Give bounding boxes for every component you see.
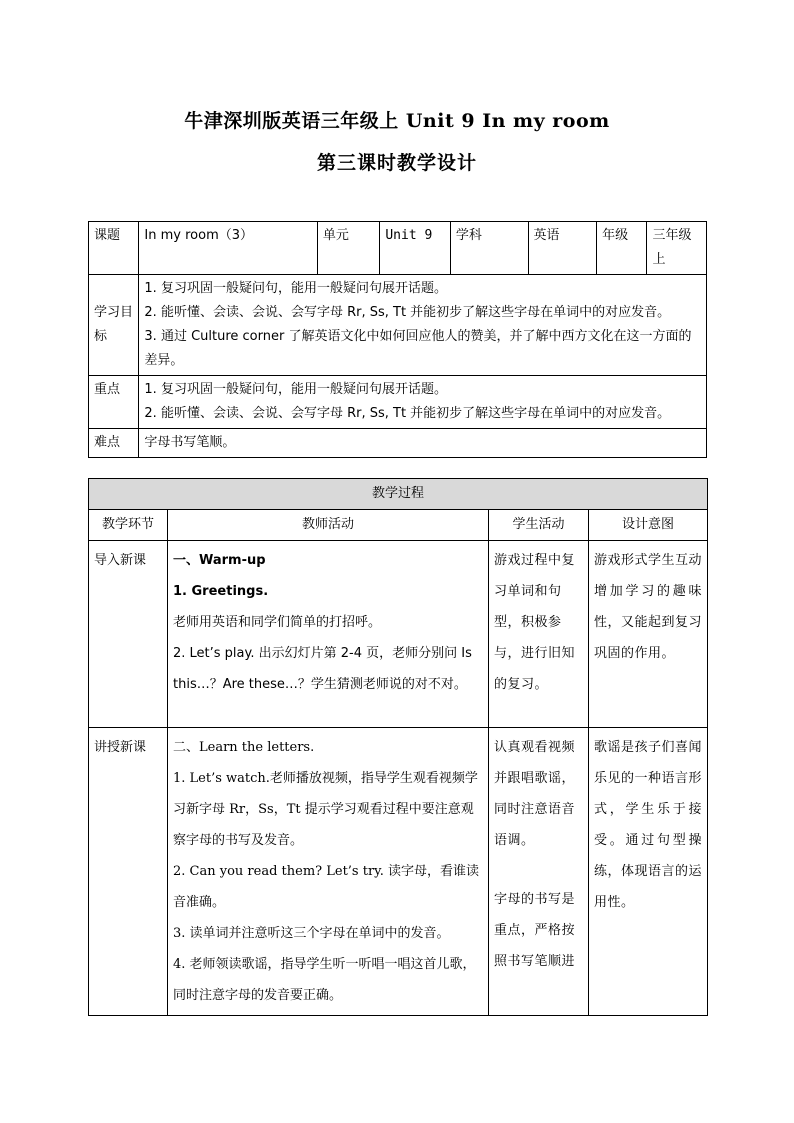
grade-label: 年级 bbox=[597, 222, 647, 275]
key-point-item: 2. 能听懂、会读、会说、会写字母 Rr, Ss, Tt 并能初步了解这些字母在单词中的对应发音。 bbox=[144, 406, 671, 421]
teacher-step: 3. 读单词并注意听这三个字母在单词中的发音。 bbox=[173, 926, 450, 941]
topic-label: 课题 bbox=[89, 222, 139, 275]
teacher-step: 一、Warm-up bbox=[173, 553, 266, 568]
grade-value: 三年级上 bbox=[647, 222, 707, 275]
key-point-item: 1. 复习巩固一般疑问句，能用一般疑问句展开话题。 bbox=[144, 382, 447, 397]
document-title: 牛津深圳版英语三年级上 Unit 9 In my room bbox=[184, 110, 610, 132]
difficulty-label: 难点 bbox=[89, 429, 139, 458]
spacer bbox=[494, 856, 583, 884]
process-row-intro bbox=[89, 541, 708, 728]
info-row-objectives bbox=[89, 275, 707, 376]
process-banner-row bbox=[89, 479, 708, 510]
header-intent: 设计意图 bbox=[589, 510, 708, 541]
teacher-step: 二、Learn the letters. bbox=[173, 740, 315, 755]
student-activity-text: 认真观看视频并跟唱歌谣，同时注意语音语调。 bbox=[494, 740, 576, 848]
process-header-row bbox=[89, 510, 708, 541]
key-label: 重点 bbox=[89, 376, 139, 429]
student-activity-cell bbox=[489, 728, 589, 1016]
teacher-activity-cell bbox=[168, 541, 489, 728]
teacher-step: 2. Can you read them? Let’s try. 读字母，看谁读音准确。 bbox=[173, 864, 480, 910]
teacher-step: 1. Greetings. bbox=[173, 584, 269, 599]
objective-item: 1. 复习巩固一般疑问句，能用一般疑问句展开话题。 bbox=[144, 281, 447, 296]
info-row-key-points bbox=[89, 376, 707, 429]
topic-value: In my room（3） bbox=[139, 222, 317, 275]
stage-cell: 导入新课 bbox=[89, 541, 168, 728]
objective-item: 2. 能听懂、会读、会说、会写字母 Rr, Ss, Tt 并能初步了解这些字母在单词中的对应发音。 bbox=[144, 305, 671, 320]
unit-label: 单元 bbox=[317, 222, 380, 275]
teacher-step: 4. 老师领读歌谣，指导学生听一听唱一唱这首儿歌，同时注意字母的发音要正确。 bbox=[173, 957, 476, 1003]
student-activity-cell: 游戏过程中复习单词和句型，积极参与，进行旧知的复习。 bbox=[489, 541, 589, 728]
student-activity-text: 字母的书写是重点，严格按照书写笔顺进 bbox=[494, 892, 576, 969]
info-row-difficulty bbox=[89, 429, 707, 458]
objectives-label: 学习目标 bbox=[89, 275, 139, 376]
header-teacher: 教师活动 bbox=[168, 510, 489, 541]
design-intent-cell: 游戏形式学生互动增加学习的趣味性，又能起到复习巩固的作用。 bbox=[589, 541, 708, 728]
teacher-step: 1. Let’s watch.老师播放视频，指导学生观看视频学习新字母 Rr，Ss，Tt 提示学习观看过程中要注意观察字母的书写及发音。 bbox=[173, 771, 478, 848]
difficulty-value: 字母书写笔顺。 bbox=[139, 429, 707, 458]
header-student: 学生活动 bbox=[489, 510, 589, 541]
document-subtitle: 第三课时教学设计 bbox=[316, 152, 477, 174]
info-row-basic bbox=[89, 222, 707, 275]
design-intent-cell: 歌谣是孩子们喜闻乐见的一种语言形式，学生乐于接受。通过句型操练，体现语言的运用性。 bbox=[589, 728, 708, 1016]
header-stage: 教学环节 bbox=[89, 510, 168, 541]
teacher-activity-cell bbox=[168, 728, 489, 1016]
key-points-cell bbox=[139, 376, 707, 429]
process-banner: 教学过程 bbox=[89, 479, 708, 510]
subject-value: 英语 bbox=[528, 222, 597, 275]
lesson-info-table bbox=[88, 221, 707, 458]
process-row-new-lesson bbox=[89, 728, 708, 1016]
stage-cell: 讲授新课 bbox=[89, 728, 168, 1016]
unit-value: Unit 9 bbox=[380, 222, 451, 275]
teaching-process-table bbox=[88, 478, 708, 1016]
teacher-step: 老师用英语和同学们简单的打招呼。 bbox=[173, 615, 382, 630]
objectives-cell bbox=[139, 275, 707, 376]
objective-item: 3. 通过 Culture corner 了解英语文化中如何回应他人的赞美，并了解中西方文化在这一方面的差异。 bbox=[144, 329, 692, 368]
teacher-step: 2. Let’s play. 出示幻灯片第 2-4 页，老师分别问 Is this…？Are these…？学生猜测老师说的对不对。 bbox=[173, 646, 472, 692]
subject-label: 学科 bbox=[450, 222, 528, 275]
